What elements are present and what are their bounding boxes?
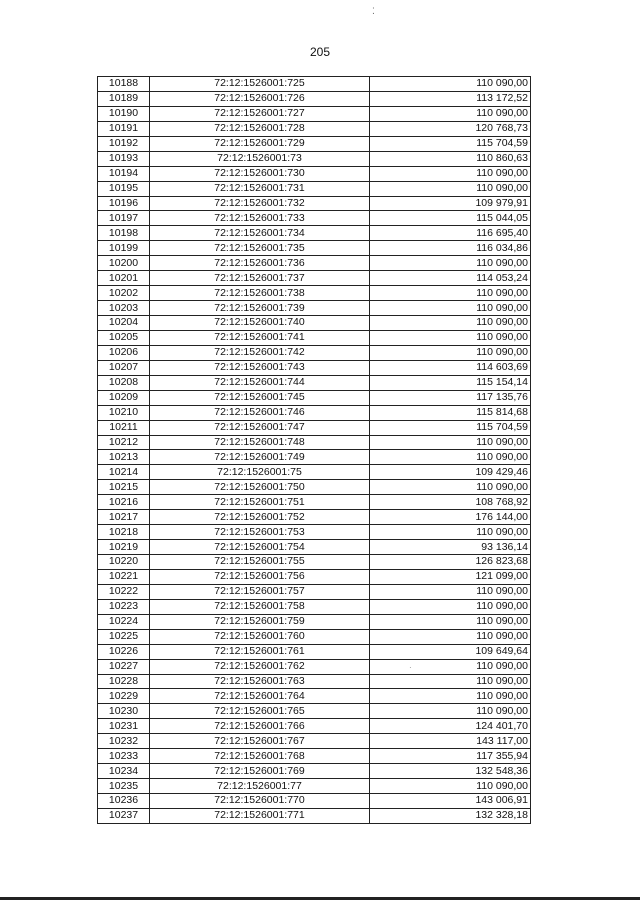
row-number-cell: 10224 <box>98 614 150 629</box>
table-row <box>98 749 531 764</box>
cadastral-number-cell: 72:12:1526001:768 <box>150 749 370 764</box>
cadastral-value-cell: 115 814,68 <box>370 405 531 420</box>
cadastral-value-cell: 110 090,00 <box>370 480 531 495</box>
table-row <box>98 435 531 450</box>
page-number: 205 <box>309 45 331 59</box>
cadastral-value-cell: 115 704,59 <box>370 136 531 151</box>
scan-speck-middle: · <box>409 663 412 672</box>
cadastral-number-cell: 72:12:1526001:767 <box>150 734 370 749</box>
row-number-cell: 10193 <box>98 151 150 166</box>
cadastral-number-cell: 72:12:1526001:770 <box>150 794 370 809</box>
cadastral-number-cell: 72:12:1526001:735 <box>150 241 370 256</box>
cadastral-value-cell: 110 090,00 <box>370 345 531 360</box>
row-number-cell: 10214 <box>98 465 150 480</box>
table-row <box>98 375 531 390</box>
row-number-cell: 10231 <box>98 719 150 734</box>
cadastral-value-cell: 93 136,14 <box>370 540 531 555</box>
cadastral-number-cell: 72:12:1526001:729 <box>150 136 370 151</box>
table-row <box>98 420 531 435</box>
cadastral-value-cell: 110 090,00 <box>370 106 531 121</box>
cadastral-number-cell: 72:12:1526001:727 <box>150 106 370 121</box>
table-row <box>98 614 531 629</box>
table-row <box>98 151 531 166</box>
table-row <box>98 525 531 540</box>
cadastral-number-cell: 72:12:1526001:77 <box>150 779 370 794</box>
row-number-cell: 10237 <box>98 808 150 823</box>
cadastral-number-cell: 72:12:1526001:763 <box>150 674 370 689</box>
cadastral-number-cell: 72:12:1526001:741 <box>150 330 370 345</box>
cadastral-value-table <box>97 76 531 824</box>
cadastral-number-cell: 72:12:1526001:757 <box>150 584 370 599</box>
cadastral-value-cell: 109 979,91 <box>370 196 531 211</box>
row-number-cell: 10196 <box>98 196 150 211</box>
cadastral-value-cell: 110 090,00 <box>370 286 531 301</box>
row-number-cell: 10227 <box>98 659 150 674</box>
row-number-cell: 10217 <box>98 510 150 525</box>
cadastral-value-cell: 110 090,00 <box>370 584 531 599</box>
cadastral-value-cell: 115 044,05 <box>370 211 531 226</box>
table-row <box>98 659 531 674</box>
row-number-cell: 10203 <box>98 301 150 316</box>
cadastral-number-cell: 72:12:1526001:745 <box>150 390 370 405</box>
row-number-cell: 10235 <box>98 779 150 794</box>
row-number-cell: 10199 <box>98 241 150 256</box>
cadastral-value-cell: 110 090,00 <box>370 599 531 614</box>
table-row <box>98 480 531 495</box>
cadastral-number-cell: 72:12:1526001:733 <box>150 211 370 226</box>
table-row <box>98 271 531 286</box>
cadastral-value-cell: 120 768,73 <box>370 121 531 136</box>
row-number-cell: 10198 <box>98 226 150 241</box>
scan-bottom-edge <box>0 897 640 900</box>
row-number-cell: 10232 <box>98 734 150 749</box>
table-row <box>98 345 531 360</box>
cadastral-number-cell: 72:12:1526001:737 <box>150 271 370 286</box>
cadastral-value-cell: 110 090,00 <box>370 435 531 450</box>
table-row <box>98 77 531 92</box>
table-body <box>98 77 531 824</box>
cadastral-number-cell: 72:12:1526001:760 <box>150 629 370 644</box>
row-number-cell: 10226 <box>98 644 150 659</box>
cadastral-value-cell: 116 034,86 <box>370 241 531 256</box>
table-row <box>98 106 531 121</box>
cadastral-value-cell: 110 090,00 <box>370 256 531 271</box>
cadastral-value-cell: 110 090,00 <box>370 614 531 629</box>
row-number-cell: 10221 <box>98 569 150 584</box>
cadastral-number-cell: 72:12:1526001:764 <box>150 689 370 704</box>
table-row <box>98 779 531 794</box>
row-number-cell: 10205 <box>98 330 150 345</box>
cadastral-number-cell: 72:12:1526001:748 <box>150 435 370 450</box>
cadastral-value-cell: 110 090,00 <box>370 689 531 704</box>
cadastral-value-cell: 114 053,24 <box>370 271 531 286</box>
row-number-cell: 10229 <box>98 689 150 704</box>
cadastral-number-cell: 72:12:1526001:771 <box>150 808 370 823</box>
table-row <box>98 196 531 211</box>
cadastral-value-cell: 116 695,40 <box>370 226 531 241</box>
cadastral-value-cell: 110 860,63 <box>370 151 531 166</box>
table-row <box>98 629 531 644</box>
row-number-cell: 10195 <box>98 181 150 196</box>
cadastral-value-cell: 110 090,00 <box>370 779 531 794</box>
row-number-cell: 10208 <box>98 375 150 390</box>
row-number-cell: 10189 <box>98 91 150 106</box>
table-row <box>98 166 531 181</box>
table-row <box>98 256 531 271</box>
table-row <box>98 644 531 659</box>
table-row <box>98 286 531 301</box>
cadastral-number-cell: 72:12:1526001:75 <box>150 465 370 480</box>
row-number-cell: 10220 <box>98 555 150 570</box>
row-number-cell: 10201 <box>98 271 150 286</box>
row-number-cell: 10225 <box>98 629 150 644</box>
row-number-cell: 10207 <box>98 360 150 375</box>
cadastral-number-cell: 72:12:1526001:738 <box>150 286 370 301</box>
table-row <box>98 599 531 614</box>
cadastral-number-cell: 72:12:1526001:744 <box>150 375 370 390</box>
cadastral-value-cell: 132 548,36 <box>370 764 531 779</box>
table-row <box>98 584 531 599</box>
cadastral-value-cell: 115 154,14 <box>370 375 531 390</box>
row-number-cell: 10202 <box>98 286 150 301</box>
cadastral-value-cell: 110 090,00 <box>370 674 531 689</box>
table-row <box>98 764 531 779</box>
cadastral-number-cell: 72:12:1526001:765 <box>150 704 370 719</box>
cadastral-number-cell: 72:12:1526001:746 <box>150 405 370 420</box>
table-row <box>98 450 531 465</box>
row-number-cell: 10228 <box>98 674 150 689</box>
row-number-cell: 10236 <box>98 794 150 809</box>
table-row <box>98 794 531 809</box>
cadastral-value-cell: 143 006,91 <box>370 794 531 809</box>
table-row <box>98 540 531 555</box>
table-row <box>98 330 531 345</box>
cadastral-number-cell: 72:12:1526001:740 <box>150 316 370 331</box>
row-number-cell: 10192 <box>98 136 150 151</box>
row-number-cell: 10230 <box>98 704 150 719</box>
table-row <box>98 316 531 331</box>
cadastral-value-cell: 132 328,18 <box>370 808 531 823</box>
cadastral-number-cell: 72:12:1526001:752 <box>150 510 370 525</box>
cadastral-value-cell: 110 090,00 <box>370 301 531 316</box>
table-row <box>98 510 531 525</box>
table-row <box>98 181 531 196</box>
row-number-cell: 10206 <box>98 345 150 360</box>
cadastral-number-cell: 72:12:1526001:747 <box>150 420 370 435</box>
row-number-cell: 10197 <box>98 211 150 226</box>
row-number-cell: 10211 <box>98 420 150 435</box>
table-row <box>98 704 531 719</box>
cadastral-value-cell: 110 090,00 <box>370 629 531 644</box>
cadastral-number-cell: 72:12:1526001:759 <box>150 614 370 629</box>
cadastral-value-cell: 110 090,00 <box>370 450 531 465</box>
cadastral-value-cell: 124 401,70 <box>370 719 531 734</box>
cadastral-number-cell: 72:12:1526001:756 <box>150 569 370 584</box>
cadastral-number-cell: 72:12:1526001:762 <box>150 659 370 674</box>
row-number-cell: 10222 <box>98 584 150 599</box>
cadastral-value-cell: 110 090,00 <box>370 77 531 92</box>
cadastral-value-cell: 110 090,00 <box>370 181 531 196</box>
cadastral-value-cell: 117 355,94 <box>370 749 531 764</box>
table-row <box>98 136 531 151</box>
table-row <box>98 360 531 375</box>
row-number-cell: 10188 <box>98 77 150 92</box>
cadastral-number-cell: 72:12:1526001:754 <box>150 540 370 555</box>
cadastral-value-cell: 110 090,00 <box>370 166 531 181</box>
row-number-cell: 10218 <box>98 525 150 540</box>
cadastral-number-cell: 72:12:1526001:751 <box>150 495 370 510</box>
row-number-cell: 10223 <box>98 599 150 614</box>
cadastral-number-cell: 72:12:1526001:725 <box>150 77 370 92</box>
cadastral-value-cell: 176 144,00 <box>370 510 531 525</box>
cadastral-value-cell: 110 090,00 <box>370 316 531 331</box>
cadastral-value-cell: 108 768,92 <box>370 495 531 510</box>
cadastral-number-cell: 72:12:1526001:726 <box>150 91 370 106</box>
cadastral-value-cell: 110 090,00 <box>370 704 531 719</box>
table-row <box>98 808 531 823</box>
table-row <box>98 226 531 241</box>
table-row <box>98 390 531 405</box>
table-row <box>98 211 531 226</box>
table-row <box>98 555 531 570</box>
cadastral-value-cell: 126 823,68 <box>370 555 531 570</box>
row-number-cell: 10209 <box>98 390 150 405</box>
cadastral-number-cell: 72:12:1526001:743 <box>150 360 370 375</box>
cadastral-value-cell: 121 099,00 <box>370 569 531 584</box>
row-number-cell: 10200 <box>98 256 150 271</box>
cadastral-number-cell: 72:12:1526001:739 <box>150 301 370 316</box>
cadastral-number-cell: 72:12:1526001:766 <box>150 719 370 734</box>
cadastral-number-cell: 72:12:1526001:732 <box>150 196 370 211</box>
table-row <box>98 674 531 689</box>
cadastral-value-cell: 110 090,00 <box>370 659 531 674</box>
cadastral-number-cell: 72:12:1526001:730 <box>150 166 370 181</box>
table-row <box>98 734 531 749</box>
cadastral-value-cell: 117 135,76 <box>370 390 531 405</box>
table-row <box>98 301 531 316</box>
row-number-cell: 10191 <box>98 121 150 136</box>
cadastral-number-cell: 72:12:1526001:769 <box>150 764 370 779</box>
cadastral-value-cell: 143 117,00 <box>370 734 531 749</box>
cadastral-value-cell: 115 704,59 <box>370 420 531 435</box>
cadastral-value-cell: 109 649,64 <box>370 644 531 659</box>
row-number-cell: 10194 <box>98 166 150 181</box>
cadastral-number-cell: 72:12:1526001:750 <box>150 480 370 495</box>
table-row <box>98 569 531 584</box>
table-row <box>98 91 531 106</box>
row-number-cell: 10204 <box>98 316 150 331</box>
table-row <box>98 405 531 420</box>
row-number-cell: 10210 <box>98 405 150 420</box>
scan-speck-top: ⁚ <box>372 6 375 16</box>
cadastral-number-cell: 72:12:1526001:742 <box>150 345 370 360</box>
row-number-cell: 10216 <box>98 495 150 510</box>
row-number-cell: 10219 <box>98 540 150 555</box>
cadastral-number-cell: 72:12:1526001:73 <box>150 151 370 166</box>
table-row <box>98 241 531 256</box>
row-number-cell: 10233 <box>98 749 150 764</box>
cadastral-value-cell: 110 090,00 <box>370 525 531 540</box>
cadastral-number-cell: 72:12:1526001:736 <box>150 256 370 271</box>
cadastral-number-cell: 72:12:1526001:749 <box>150 450 370 465</box>
table-row <box>98 121 531 136</box>
table-row <box>98 689 531 704</box>
cadastral-number-cell: 72:12:1526001:755 <box>150 555 370 570</box>
row-number-cell: 10234 <box>98 764 150 779</box>
cadastral-number-cell: 72:12:1526001:734 <box>150 226 370 241</box>
cadastral-value-cell: 113 172,52 <box>370 91 531 106</box>
row-number-cell: 10213 <box>98 450 150 465</box>
row-number-cell: 10190 <box>98 106 150 121</box>
table-row <box>98 719 531 734</box>
cadastral-number-cell: 72:12:1526001:728 <box>150 121 370 136</box>
cadastral-number-cell: 72:12:1526001:761 <box>150 644 370 659</box>
row-number-cell: 10215 <box>98 480 150 495</box>
table-row <box>98 465 531 480</box>
cadastral-number-cell: 72:12:1526001:753 <box>150 525 370 540</box>
row-number-cell: 10212 <box>98 435 150 450</box>
cadastral-value-cell: 110 090,00 <box>370 330 531 345</box>
cadastral-value-cell: 109 429,46 <box>370 465 531 480</box>
table-row <box>98 495 531 510</box>
cadastral-number-cell: 72:12:1526001:731 <box>150 181 370 196</box>
cadastral-number-cell: 72:12:1526001:758 <box>150 599 370 614</box>
cadastral-value-cell: 114 603,69 <box>370 360 531 375</box>
